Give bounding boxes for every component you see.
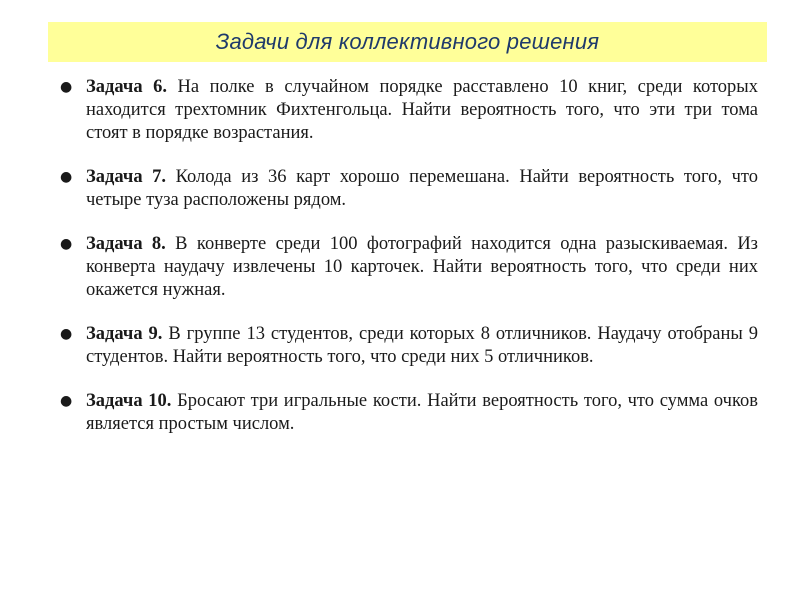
bullet-icon: ●	[60, 393, 73, 409]
slide-title-banner	[48, 22, 767, 62]
task-text: В конверте среди 100 фотографий находится одна разыскиваемая. Из конверта наудачу извлечены 10 карточек. Найти вероятность того, что среди них окажется нужная.	[86, 234, 758, 300]
task-text: Бросают три игральные кости. Найти вероятность того, что сумма очков является простым числом.	[86, 391, 758, 434]
task-text: Колода из 36 карт хорошо перемешана. Найти вероятность того, что четыре туза расположены рядом.	[86, 167, 758, 210]
task-label: Задача 7.	[86, 167, 167, 187]
task-text: На полке в случайном порядке расставлено 10 книг, среди которых находится трехтомник Фихтенгольца. Найти вероятность того, что эти три тома стоят в порядке возрастания.	[86, 77, 758, 143]
task-label: Задача 9.	[86, 324, 163, 344]
task-item-10	[60, 390, 758, 436]
task-item-7	[60, 166, 758, 212]
task-item-9	[60, 323, 758, 369]
slide-title: Задачи для коллективного решения	[215, 29, 600, 54]
task-list	[0, 76, 800, 457]
task-item-8	[60, 233, 758, 302]
task-label: Задача 10.	[86, 391, 172, 411]
bullet-icon: ●	[60, 79, 73, 95]
task-text: В группе 13 студентов, среди которых 8 отличников. Наудачу отобраны 9 студентов. Найти вероятность того, что среди них 5 отличников.	[86, 324, 758, 367]
task-label: Задача 8.	[86, 234, 166, 254]
bullet-icon: ●	[60, 236, 73, 252]
bullet-icon: ●	[60, 169, 73, 185]
bullet-icon: ●	[60, 326, 73, 342]
task-label: Задача 6.	[86, 77, 167, 97]
task-item-6	[60, 76, 758, 145]
